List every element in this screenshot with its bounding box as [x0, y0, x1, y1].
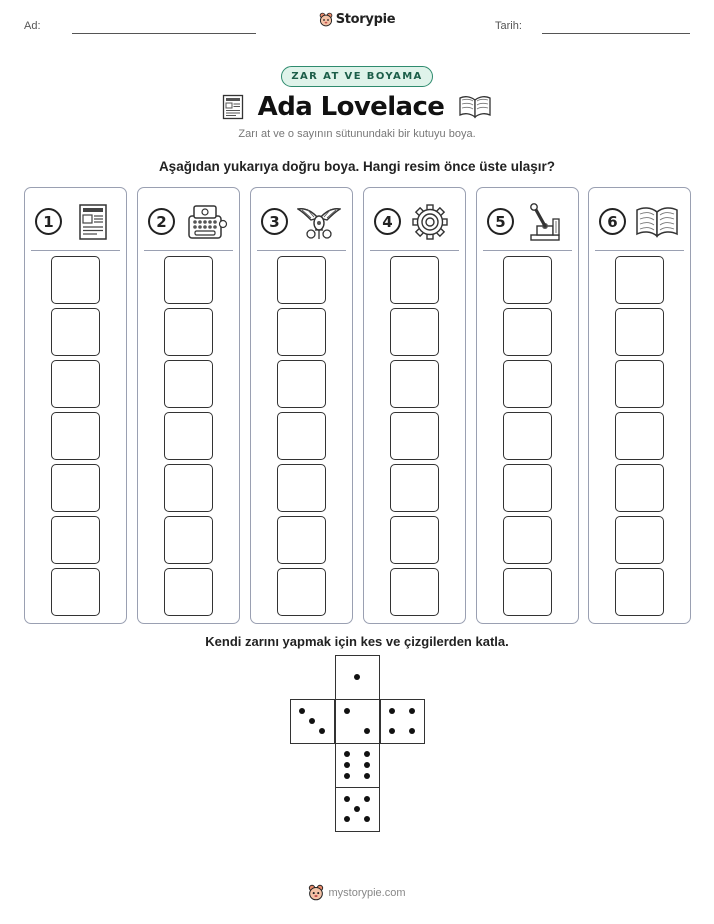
color-box[interactable] — [51, 308, 100, 356]
column-5 — [476, 187, 579, 624]
column-number: 6 — [599, 208, 626, 235]
color-box[interactable] — [503, 568, 552, 616]
color-box[interactable] — [164, 256, 213, 304]
brand — [0, 12, 714, 32]
color-box[interactable] — [503, 360, 552, 408]
color-box[interactable] — [390, 308, 439, 356]
color-box[interactable] — [51, 568, 100, 616]
instruction: Aşağıdan yukarıya doğru boya. Hangi resim önce üste ulaşır? — [158, 159, 556, 174]
color-box[interactable] — [390, 360, 439, 408]
color-box[interactable] — [164, 568, 213, 616]
color-box[interactable] — [51, 516, 100, 564]
color-box[interactable] — [390, 516, 439, 564]
pip — [354, 674, 360, 680]
dice-face-lower — [335, 743, 380, 788]
pip — [364, 751, 370, 757]
pip — [364, 796, 370, 802]
pip — [344, 762, 350, 768]
footer-url[interactable]: mystorypie.com — [328, 886, 406, 899]
open-book-icon — [635, 202, 679, 242]
column-1 — [24, 187, 127, 624]
column-3 — [250, 187, 353, 624]
color-box[interactable] — [51, 256, 100, 304]
color-box[interactable] — [390, 256, 439, 304]
color-box[interactable] — [164, 360, 213, 408]
dice-face-left — [290, 699, 335, 744]
color-box[interactable] — [51, 412, 100, 460]
color-box[interactable] — [503, 516, 552, 564]
subtitle: Zarı at ve o sayının sütunundaki bir kutuyu boya. — [238, 128, 476, 140]
dice-face-center — [335, 699, 380, 744]
column-4 — [363, 187, 466, 624]
color-box[interactable] — [390, 412, 439, 460]
open-book-icon — [458, 95, 492, 119]
color-box[interactable] — [615, 464, 664, 512]
color-box[interactable] — [277, 412, 326, 460]
column-number: 2 — [148, 208, 175, 235]
pip — [344, 773, 350, 779]
newspaper-icon — [222, 94, 244, 120]
page-title: Ada Lovelace — [257, 92, 445, 122]
pip — [389, 708, 395, 714]
color-box[interactable] — [164, 516, 213, 564]
column-number: 3 — [261, 208, 288, 235]
dice-instruction: Kendi zarını yapmak için kes ve çizgilerden katla. — [205, 634, 509, 649]
date-line[interactable] — [542, 33, 690, 34]
color-box[interactable] — [51, 464, 100, 512]
pip — [344, 796, 350, 802]
pip — [354, 806, 360, 812]
column-number: 1 — [35, 208, 62, 235]
column-number: 4 — [374, 208, 401, 235]
dice-face-bottom — [335, 787, 380, 832]
dice-face-top — [335, 655, 380, 700]
color-box[interactable] — [277, 568, 326, 616]
column-2 — [137, 187, 240, 624]
date-label: Tarih: — [495, 20, 522, 32]
column-6 — [588, 187, 691, 624]
color-box[interactable] — [277, 256, 326, 304]
gear-icon — [410, 202, 454, 242]
brand-name: Storypie — [335, 12, 396, 27]
dice-face-right — [380, 699, 425, 744]
color-box[interactable] — [615, 256, 664, 304]
color-box[interactable] — [277, 464, 326, 512]
column-number: 5 — [487, 208, 514, 235]
pip — [344, 708, 350, 714]
color-box[interactable] — [503, 256, 552, 304]
pip — [409, 728, 415, 734]
color-box[interactable] — [390, 568, 439, 616]
pip — [409, 708, 415, 714]
color-box[interactable] — [164, 464, 213, 512]
color-box[interactable] — [51, 360, 100, 408]
pip — [344, 751, 350, 757]
name-line[interactable] — [72, 33, 256, 34]
pip — [299, 708, 305, 714]
activity-badge: ZAR AT VE BOYAMA — [281, 66, 432, 87]
pip — [344, 816, 350, 822]
color-box[interactable] — [277, 308, 326, 356]
color-box[interactable] — [615, 360, 664, 408]
pip — [364, 773, 370, 779]
color-box[interactable] — [164, 412, 213, 460]
pip — [364, 816, 370, 822]
pip — [309, 718, 315, 724]
color-box[interactable] — [164, 308, 213, 356]
color-box[interactable] — [615, 568, 664, 616]
footer — [0, 884, 714, 901]
lever-icon — [523, 202, 567, 242]
color-box[interactable] — [390, 464, 439, 512]
pip — [364, 762, 370, 768]
pip — [319, 728, 325, 734]
color-box[interactable] — [277, 516, 326, 564]
color-box[interactable] — [503, 464, 552, 512]
color-box[interactable] — [503, 308, 552, 356]
name-label: Ad: — [24, 20, 41, 32]
color-box[interactable] — [277, 360, 326, 408]
dice-columns — [24, 187, 690, 624]
storypie-logo-icon — [319, 12, 333, 27]
pip — [389, 728, 395, 734]
color-box[interactable] — [615, 308, 664, 356]
flying-machine-icon — [297, 202, 341, 242]
dice-net — [290, 655, 426, 836]
color-box[interactable] — [615, 516, 664, 564]
pip — [364, 728, 370, 734]
color-box[interactable] — [503, 412, 552, 460]
newspaper-icon — [71, 202, 115, 242]
color-box[interactable] — [615, 412, 664, 460]
typewriter-machine-icon — [184, 202, 228, 242]
storypie-logo-icon — [308, 884, 324, 901]
